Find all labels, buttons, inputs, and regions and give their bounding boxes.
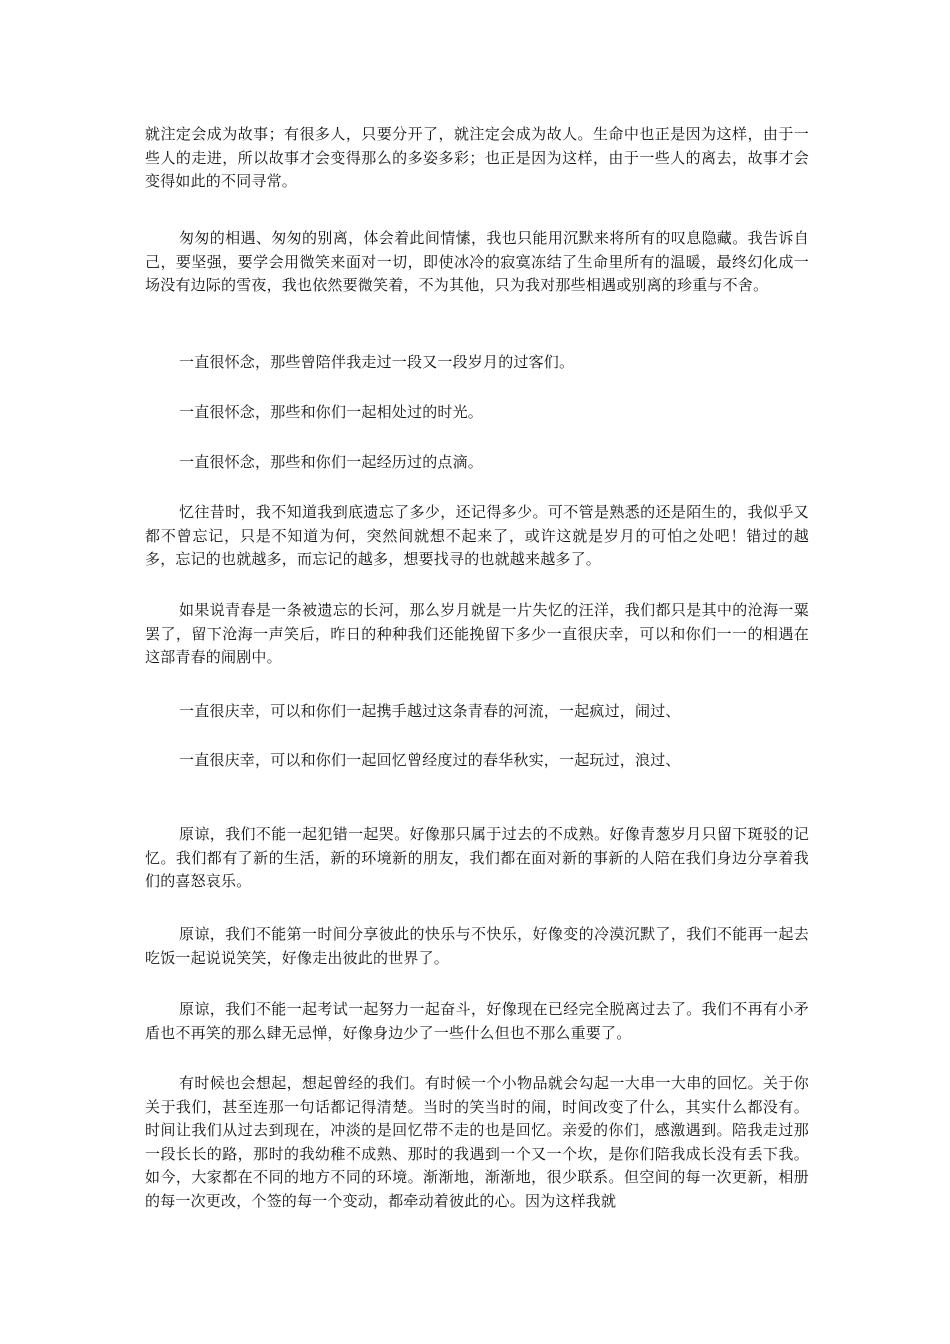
paragraph-6: 忆往昔时，我不知道我到底遗忘了多少，还记得多少。可不管是熟悉的还是陌生的，我似乎又都不曾忘记，只是不知道为何，突然间就想不起来了，或许这就是岁月的可怕之处吧！错过的越多，忘记的也就越多，而忘记的越多，想要找寻的也就越来越多了。 xyxy=(145,503,809,568)
paragraph-4: 一直很怀念，那些和你们一起相处过的时光。 xyxy=(179,403,484,421)
paragraph-2: 匆匆的相遇、匆匆的别离，体会着此间情愫，我也只能用沉默来将所有的叹息隐藏。我告诉自己，要坚强，要学会用微笑来面对一切，即使冰冷的寂寞冻结了生命里所有的温暖，最终幻化成一场没有边际的雪夜，我也依然要微笑着，不为其他，只为我对那些相遇或别离的珍重与不舍。 xyxy=(145,229,809,294)
paragraph-7: 如果说青春是一条被遗忘的长河，那么岁月就是一片失忆的汪洋，我们都只是其中的沧海一粟罢了，留下沧海一声笑后，昨日的种种我们还能挽留下多少一直很庆幸，可以和你们一一的相遇在这部青春的闹剧中。 xyxy=(145,601,809,666)
paragraph-12: 原谅，我们不能一起考试一起努力一起奋斗，好像现在已经完全脱离过去了。我们不再有小矛盾也不再笑的那么肆无忌惮，好像身边少了一些什么但也不那么重要了。 xyxy=(145,1000,809,1042)
paragraph-1: 就注定会成为故事；有很多人，只要分开了，就注定会成为故人。生命中也正是因为这样，由于一些人的走进，所以故事才会变得那么的多姿多彩；也正是因为这样，由于一些人的离去，故事才会变得如此的不同寻常。 xyxy=(145,125,809,190)
paragraph-10: 原谅，我们不能一起犯错一起哭。好像那只属于过去的不成熟。好像青葱岁月只留下斑驳的记忆。我们都有了新的生活，新的环境新的朋友，我们都在面对新的事新的人陪在我们身边分享着我们的喜怒哀乐。 xyxy=(145,825,809,890)
paragraph-8: 一直很庆幸，可以和你们一起携手越过这条青春的河流，一起疯过，闹过、 xyxy=(179,702,681,720)
paragraph-11: 原谅，我们不能第一时间分享彼此的快乐与不快乐，好像变的冷漠沉默了，我们不能再一起去吃饭一起说说笑笑，好像走出彼此的世界了。 xyxy=(145,925,809,967)
paragraph-5: 一直很怀念，那些和你们一起经历过的点滴。 xyxy=(179,453,484,471)
paragraph-3: 一直很怀念，那些曾陪伴我走过一段又一段岁月的过客们。 xyxy=(179,353,575,371)
paragraph-9: 一直很庆幸，可以和你们一起回忆曾经度过的春华秋实，一起玩过，浪过、 xyxy=(179,751,681,769)
paragraph-13: 有时候也会想起，想起曾经的我们。有时候一个小物品就会勾起一大串一大串的回忆。关于你关于我们，甚至连那一句话都记得清楚。当时的笑当时的闹，时间改变了什么，其实什么都没有。时间让我们从过去到现在，冲淡的是回忆带不走的也是回忆。亲爱的你们，感激遇到。陪我走过那一段长长的路，那时的我幼稚不成熟、那时的我遇到一个又一个坎，是你们陪我成长没有丢下我。如今，大家都在不同的地方不同的环境。渐渐地，渐渐地，很少联系。但空间的每一次更新，相册的每一次更改，个签的每一个变动，都牵动着彼此的心。因为这样我就 xyxy=(145,1074,809,1210)
